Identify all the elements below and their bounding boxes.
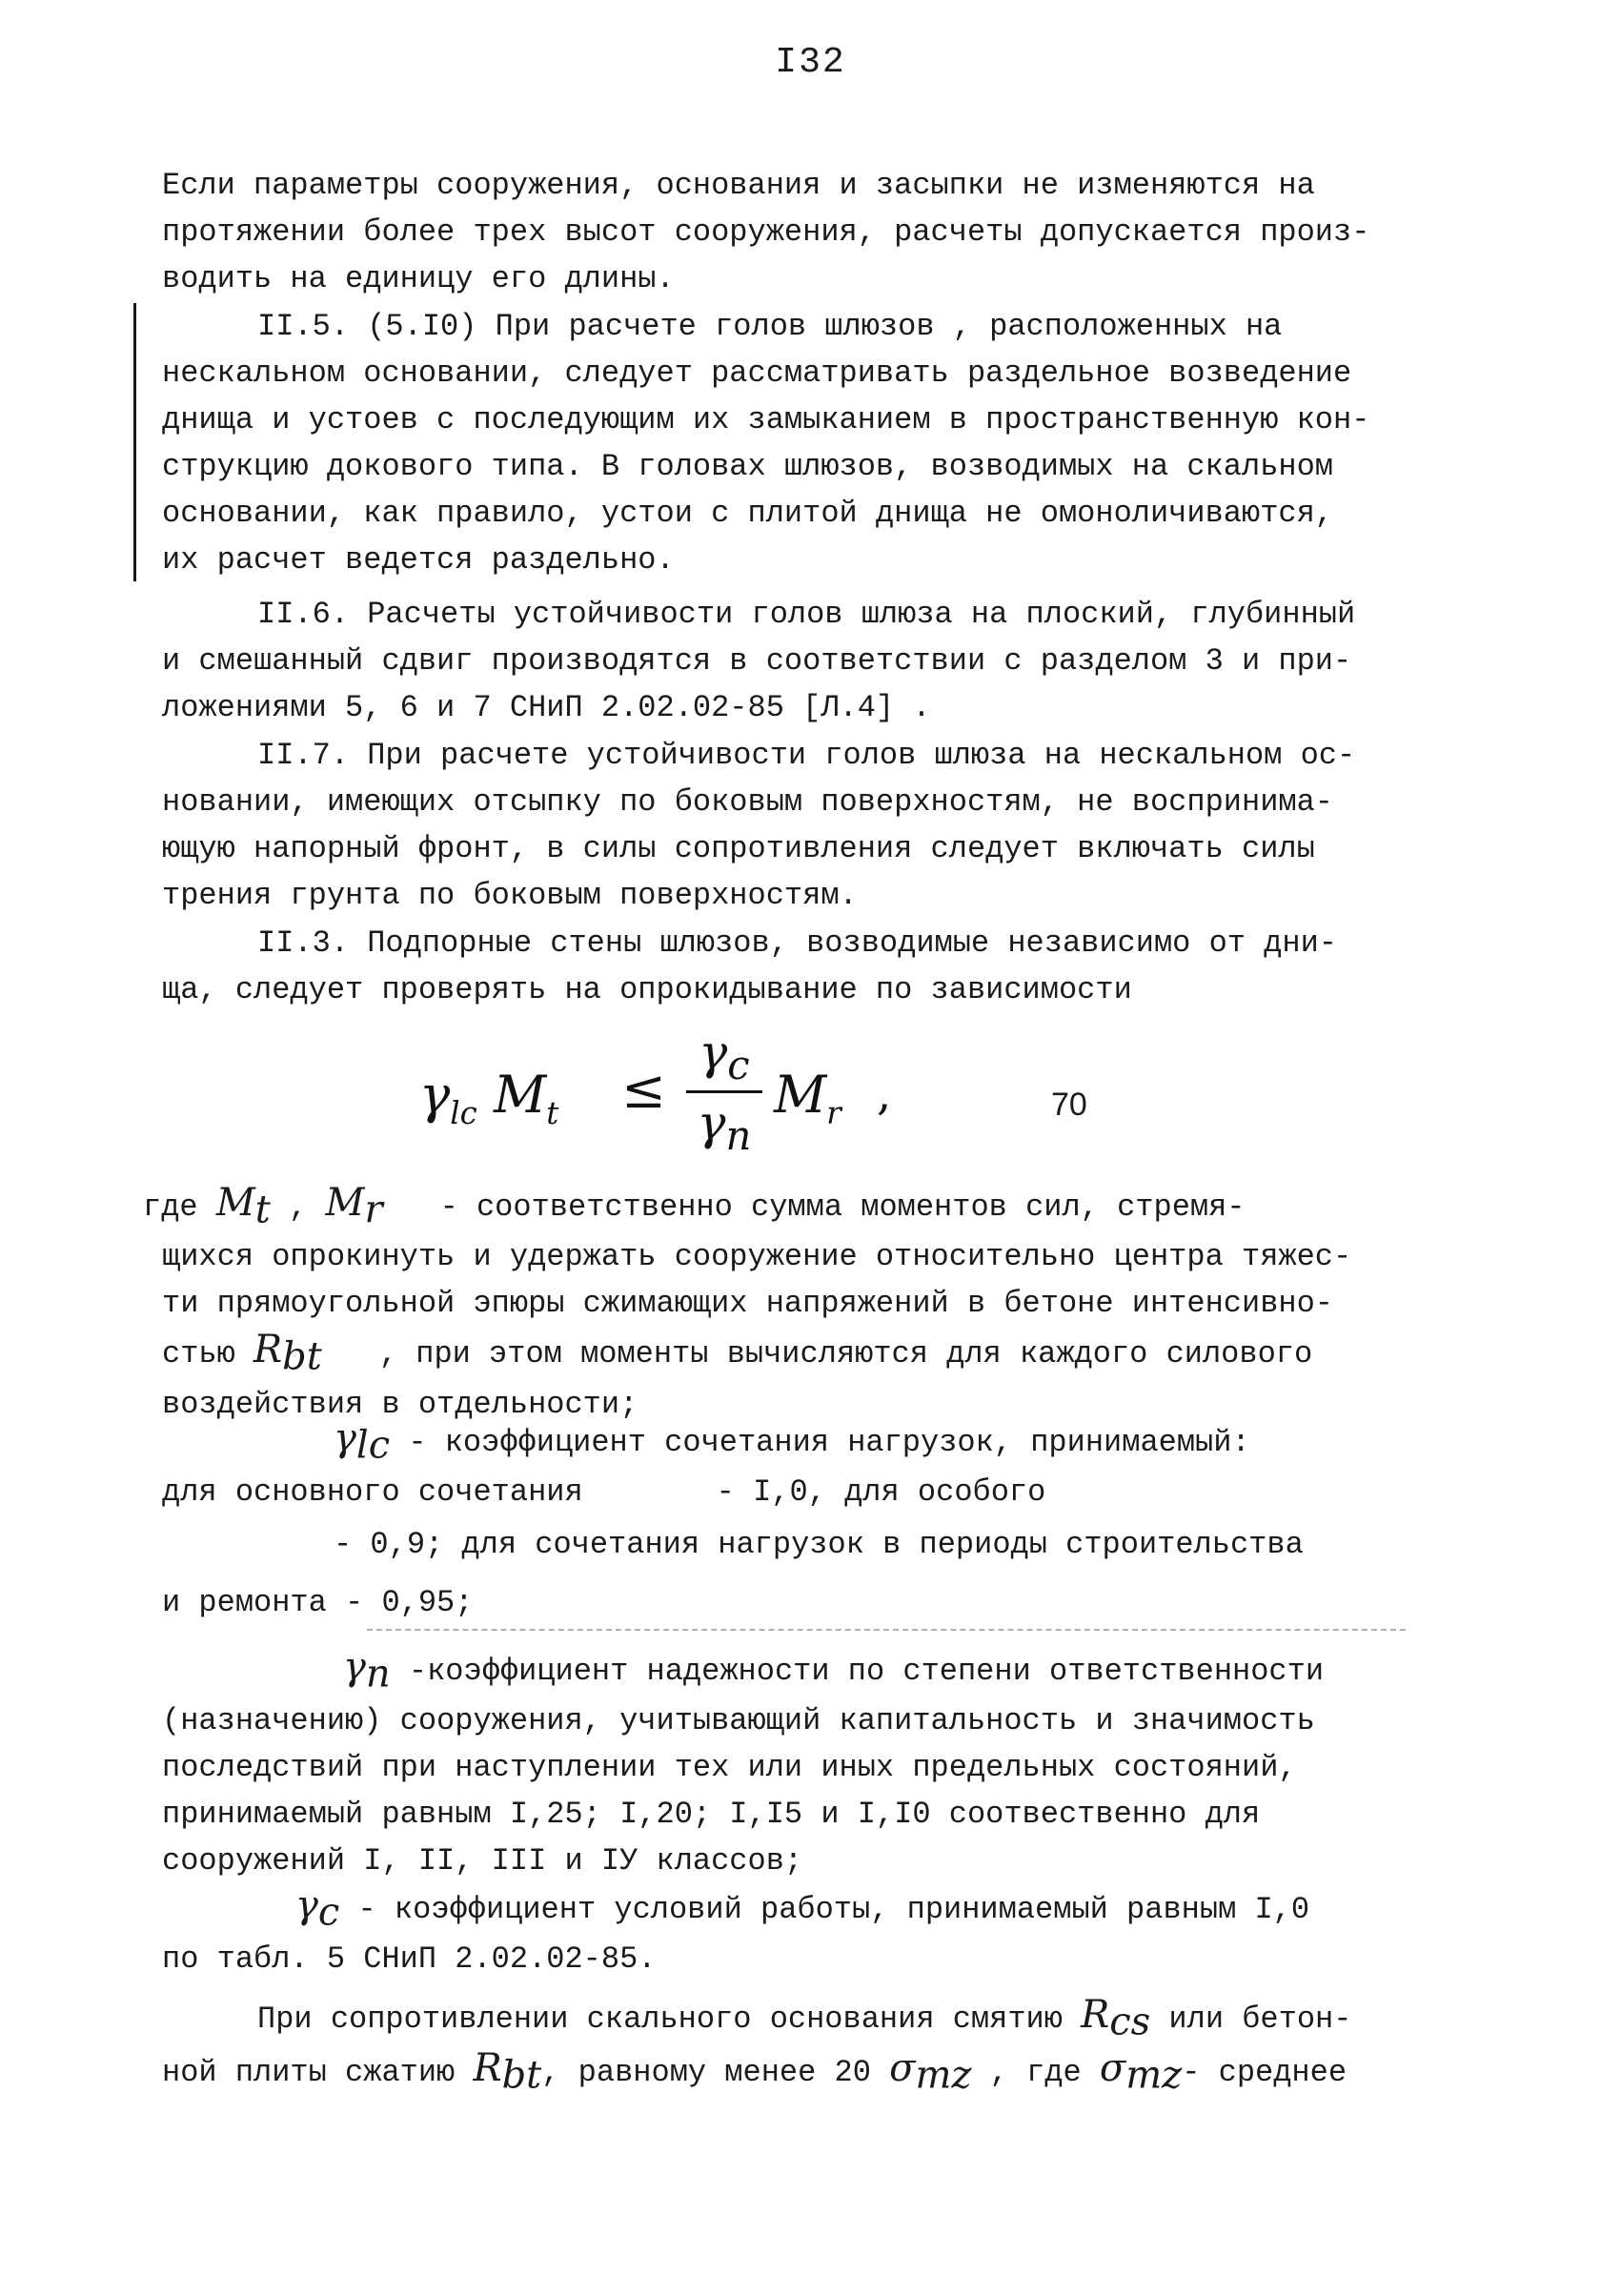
text-line: протяжении более трех высот сооружения, расчеты допускается произ- bbox=[162, 214, 1370, 250]
text-line: $\gamma_{lc}$ - коэффициент сочетания нагрузок, принимаемый: bbox=[334, 1416, 1250, 1468]
text-line: и смешанный сдвиг производятся в соответствии с разделом 3 и при- bbox=[162, 643, 1352, 679]
text-line: ложениями 5, 6 и 7 СНиП 2.02.02-85 [Л.4] . bbox=[162, 690, 931, 725]
text-line: ща, следует проверять на опрокидывание по зависимости bbox=[162, 972, 1132, 1007]
text-line: их расчет ведется раздельно. bbox=[162, 542, 675, 578]
text-line: ной плиты сжатию $R_{bt}$, равному менее 20 $\sigma_{mz}$ , где $\sigma_{mz}-$ среднее bbox=[162, 2046, 1347, 2098]
text-line: II.5. (5.I0) При расчете голов шлюзов , расположенных на bbox=[257, 309, 1283, 344]
text-line: II.3. Подпорные стены шлюзов, возводимые независимо от дни- bbox=[257, 925, 1337, 961]
paragraph-where bbox=[143, 1180, 1468, 1428]
formula-70 bbox=[400, 1025, 1067, 1168]
text-line: $\gamma_n$ -коэффициент надежности по степени ответственности bbox=[343, 1645, 1325, 1697]
text-line: щихся опрокинуть и удержать сооружение относительно центра тяжес- bbox=[162, 1239, 1352, 1275]
formula-comma: , bbox=[877, 1067, 892, 1121]
text-line: и ремонта - 0,95; bbox=[162, 1585, 474, 1621]
text-line: последствий при наступлении тех или иных предельных состояний, bbox=[162, 1750, 1297, 1786]
paragraph-gamma-lc bbox=[162, 1415, 1468, 1626]
page-number: I32 bbox=[775, 42, 846, 83]
formula-fraction: $\frac{\gamma_c}{\gamma_n}$ bbox=[686, 1025, 762, 1159]
paragraph-11-7 bbox=[162, 732, 1468, 919]
text-line: стью $R_{bt}$ , при этом моменты вычисляются для каждого силового bbox=[162, 1328, 1313, 1379]
paragraph-11-3 bbox=[162, 920, 1468, 1013]
paragraph-gamma-n bbox=[162, 1644, 1468, 1884]
text-line: II.6. Расчеты устойчивости голов шлюза на плоский, глубинный bbox=[257, 597, 1356, 632]
text-line: новании, имеющих отсыпку по боковым поверхностям, не воспринима- bbox=[162, 784, 1333, 820]
text-line: Если параметры сооружения, основания и засыпки не изменяются на bbox=[162, 168, 1315, 203]
text-line: принимаемый равным I,25; I,20; I,I5 и I,I0 соотвественно для bbox=[162, 1797, 1261, 1833]
equation-number: 70 bbox=[1051, 1087, 1087, 1123]
paragraph-11-6 bbox=[162, 591, 1468, 731]
text-line: водить на единицу его длины. bbox=[162, 261, 675, 296]
text-line: ющую напорный фронт, в силы сопротивления следует включать силы bbox=[162, 831, 1315, 866]
text-line: струкцию докового типа. В головах шлюзов, возводимых на скальном bbox=[162, 449, 1333, 484]
text-line: - 0,9; для сочетания нагрузок в периоды строительства bbox=[334, 1527, 1304, 1563]
text-line: сооружений I, II, III и IУ классов; bbox=[162, 1843, 803, 1879]
paragraph-gamma-c bbox=[162, 1882, 1468, 1982]
text-line: основании, как правило, устои с плитой днища не омоноличиваются, bbox=[162, 496, 1333, 531]
margin-revision-bar bbox=[133, 303, 136, 581]
paragraph-last bbox=[162, 1992, 1468, 2100]
text-line: воздействия в отдельности; bbox=[162, 1386, 638, 1422]
formula-rhs: $M_r$ bbox=[774, 1065, 841, 1131]
text-line: для основного сочетания - I,0, для особого bbox=[162, 1474, 1046, 1511]
text-line: где $M_t$ , $M_r$ - соответственно сумма моментов сил, стремя- bbox=[143, 1181, 1246, 1232]
text-line: нескальном основании, следует рассматривать раздельное возведение bbox=[162, 356, 1352, 391]
text-line: (назначению) сооружения, учитывающий капитальность и значимость bbox=[162, 1703, 1315, 1739]
less-equal-sign: ≤ bbox=[621, 1059, 666, 1121]
text-line: по табл. 5 СНиП 2.02.02-85. bbox=[162, 1941, 657, 1978]
text-line: II.7. При расчете устойчивости голов шлюза на нескальном ос- bbox=[257, 738, 1356, 773]
paragraph-11-5 bbox=[162, 303, 1468, 583]
text-line: трения грунта по боковым поверхностям. bbox=[162, 878, 858, 913]
text-line: днища и устоев с последующим их замыканием в пространственную кон- bbox=[162, 402, 1370, 437]
text-line: ти прямоугольной эпюры сжимающих напряжений в бетоне интенсивно- bbox=[162, 1286, 1333, 1322]
text-line: При сопротивлении скального основания смятию $R_{cs}$ или бетон- bbox=[257, 1993, 1352, 2044]
faint-dash-line bbox=[367, 1629, 1406, 1631]
formula-lhs: $\gamma_{lc}$ $M_t$ bbox=[419, 1065, 559, 1131]
paragraph-intro bbox=[162, 162, 1468, 302]
text-line: $\gamma_c$ - коэффициент условий работы, принимаемый равным I,0 bbox=[295, 1883, 1310, 1935]
